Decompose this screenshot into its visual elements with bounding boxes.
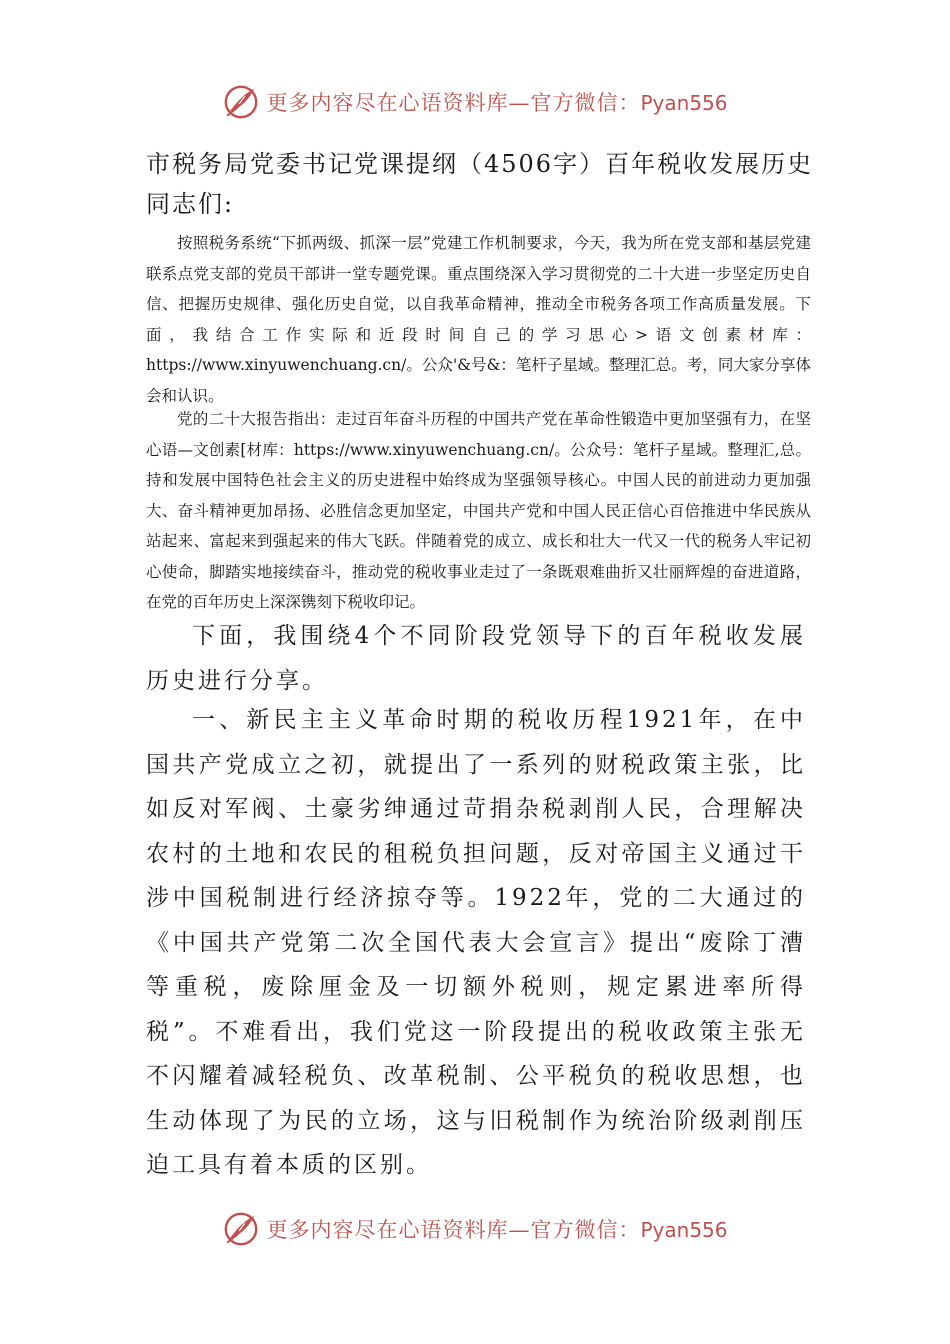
paragraph-section-one: 一、新民主主义革命时期的税收历程1921年，在中国共产党成立之初，就提出了一系列的财税政策主张，比如反对军阀、土豪劣绅通过苛捐杂税剥削人民，合理解决农村的土地和农民的租税负担问题，反对帝国主义通过干涉中国税制进行经济掠夺等。1922年，党的二大通过的《中国共产党第二次全国代表大会宣言》提出“废除丁漕等重税，废除厘金及一切额外税则，规定累进率所得税”。不难看出，我们党这一阶段提出的税收政策主张无不闪耀着减轻税负、改革税制、公平税负的税收思想，也生动体现了为民的立场，这与旧税制作为统治阶级剥削压迫工具有着本质的区别。 bbox=[146, 707, 806, 1178]
quill-pen-icon bbox=[222, 83, 260, 121]
paragraph-intro: 按照税务系统“下抓两级、抓深一层”党建工作机制要求，今天，我为所在党支部和基层党建联系点党支部的党员干部讲一堂专题党课。重点围绕深入学习贯彻党的二十大进一步坚定历史自信、把握历史规律、强化历史自觉，以自我革命精神，推动全市税务各项工作高质量发展。下面，我结合工作实际和近段时间自己的学习思心>语文创素材库：https://www.xinyuwenchuang.cn/。公众'&号&：笔杆子星域。整理汇总。考，同大家分享体会和认识。 bbox=[146, 234, 811, 405]
banner-wechat-id: Pyan556 bbox=[640, 91, 728, 115]
banner-text bbox=[266, 87, 727, 117]
paragraph-outline: 下面，我围绕4个不同阶段党领导下的百年税收发展历史进行分享。 bbox=[146, 623, 806, 694]
quill-pen-icon bbox=[222, 1210, 260, 1248]
footer-banner bbox=[0, 1207, 950, 1251]
paragraph-report: 党的二十大报告指出：走过百年奋斗历程的中国共产党在革命性锻造中更加坚强有力，在坚心语—文创素[材库：https://www.xinyuwenchuang.cn/。公众号：笔杆子星域。整理汇,总。持和发展中国特色社会主义的历史进程中始终成为坚强领导核心。中国人民的前进动力更加强大、奋斗精神更加昂扬、必胜信念更加坚定，中国共产党和中国人民正信心百倍推进中华民族从站起来、富起来到强起来的伟大飞跃。伴随着党的成立、成长和壮大一代又一代的税务人牢记初心使命，脚踏实地接续奋斗，推动党的税收事业走过了一条既艰难曲折又壮丽辉煌的奋进道路，在党的百年历史上深深镌刻下税收印记。 bbox=[146, 410, 811, 611]
banner-text bbox=[266, 1214, 727, 1244]
document-title: 市税务局党委书记党课提纲（4506字）百年税收发展历史 bbox=[146, 150, 814, 178]
greeting: 同志们: bbox=[146, 190, 235, 218]
header-banner bbox=[0, 80, 950, 124]
banner-slogan: 更多内容尽在心语资料库—官方微信： bbox=[266, 1218, 641, 1242]
banner-wechat-id: Pyan556 bbox=[640, 1218, 728, 1242]
banner-slogan: 更多内容尽在心语资料库—官方微信： bbox=[266, 91, 641, 115]
